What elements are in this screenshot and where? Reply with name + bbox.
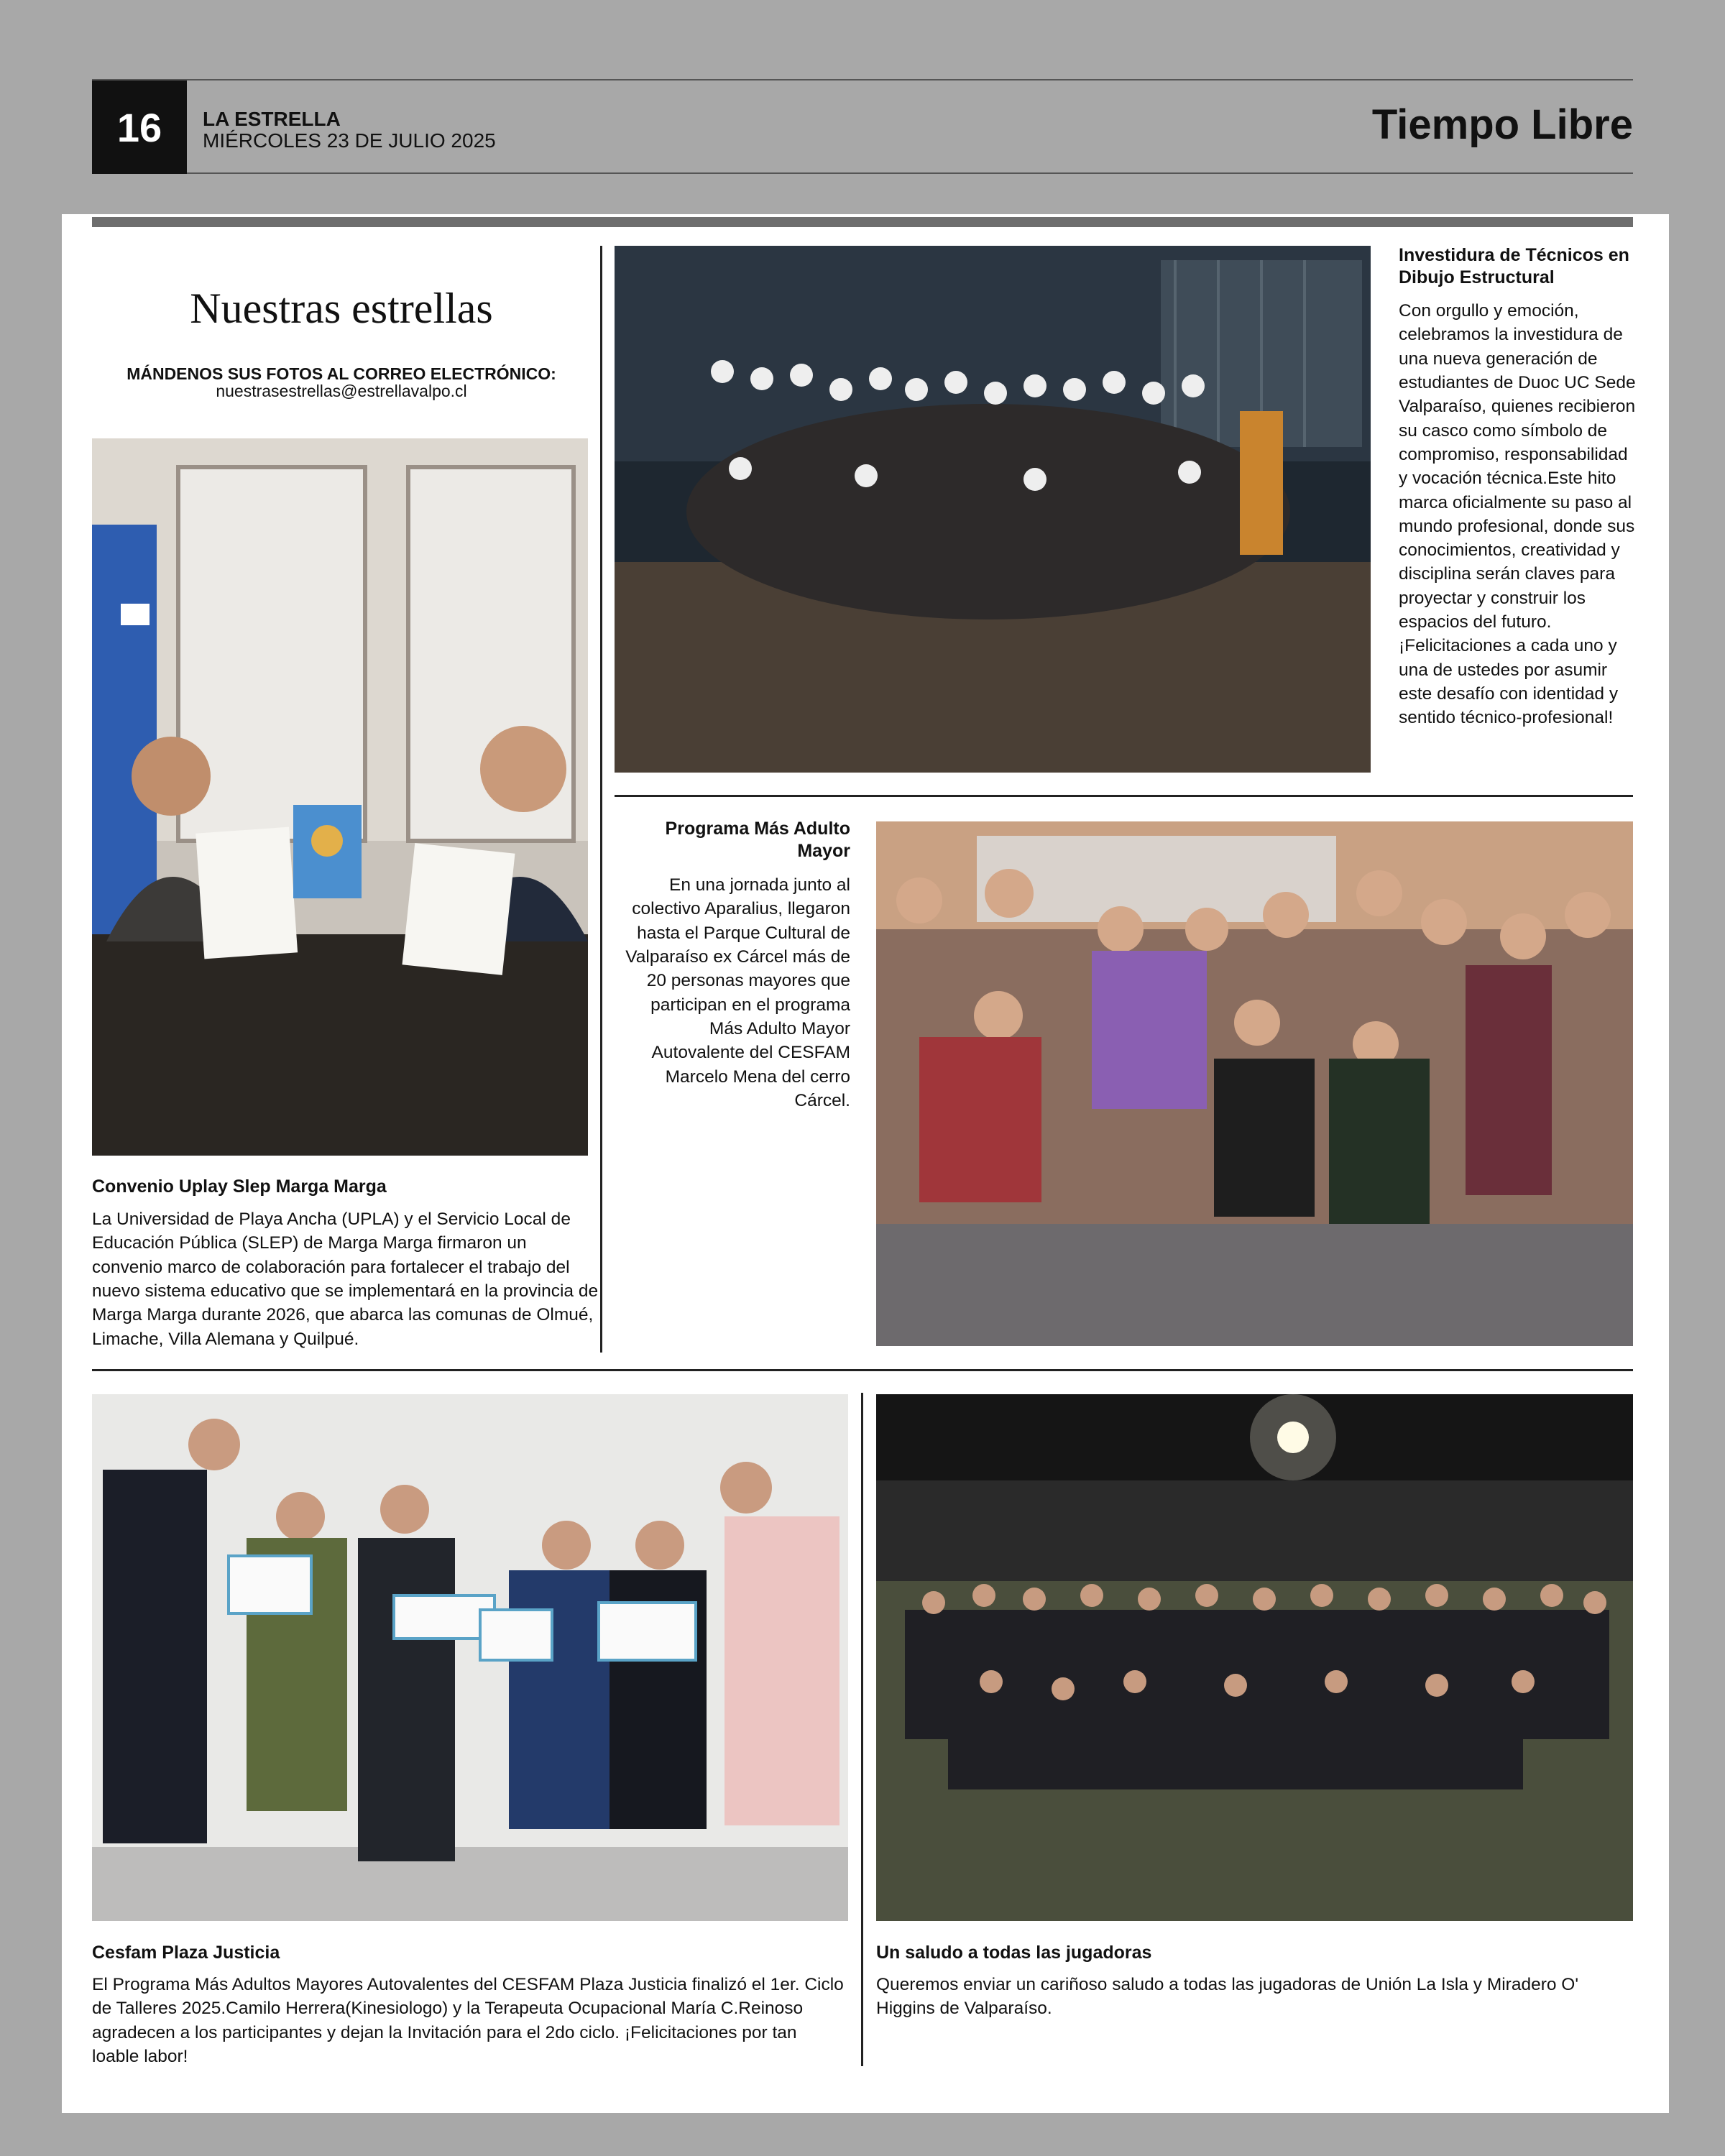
section-divider-mid (615, 795, 1633, 797)
page-number: 16 (92, 80, 187, 174)
headline-convenio: Convenio Uplay Slep Marga Marga (92, 1176, 387, 1197)
top-rule (92, 217, 1633, 227)
headline-cesfam: Cesfam Plaza Justicia (92, 1943, 280, 1963)
column-divider-left (600, 246, 602, 1353)
paper-name: LA ESTRELLA (203, 108, 341, 130)
photo-convenio (92, 438, 588, 1156)
body-convenio: La Universidad de Playa Ancha (UPLA) y el Servicio Local de Educación Pública (SLEP) de Marga Marga firmaron un convenio marco de colaboración para fortalecer el trabajo del nuevo sistema educativo que se implementará en la provincia de Marga Marga durante 2026, que abarca las comunas de Olmué, Limache, Villa Alemana y Quilpué. (92, 1210, 599, 1349)
photo-investidura (615, 246, 1371, 773)
photo-cesfam (92, 1394, 848, 1921)
photo-jugadoras (876, 1394, 1633, 1921)
photo-adulto-mayor (876, 821, 1633, 1346)
header-bottom-rule (187, 172, 1633, 174)
body-adulto-mayor: En una jornada junto al colectivo Aparalius, llegaron hasta el Parque Cultural de Valparaíso ex Cárcel más de 20 personas mayores que participan en el programa Más Adulto Mayor Autovalente del CESFAM Marcelo Mena del cerro Cárcel. (625, 875, 850, 1110)
headline-investidura: Investidura de Técnicos en Dibujo Estructural (1399, 245, 1629, 288)
body-investidura: Con orgullo y emoción, celebramos la investidura de una nueva generación de estudiantes de Duoc UC Sede Valparaíso, quienes recibieron su casco como símbolo de compromiso, responsabilidad y vocación técnica.Este hito marca oficialmente su paso al mundo profesional, donde sus conocimientos, creatividad y disciplina serán claves para proyectar y construir los espacios del futuro.¡Felicitaciones a cada uno y una de ustedes por asumir este desafío con identidad y sentido técnico-profesional! (1399, 301, 1636, 728)
body-cesfam: El Programa Más Adultos Mayores Autovalentes del CESFAM Plaza Justicia finalizó el 1er. Ciclo de Talleres 2025.Camilo Herrera(Kinesiologo) y la Terapeuta Ocupacional María C.Reinoso agradecen a los participantes y dejan la Invitación para el 2do ciclo. ¡Felicitaciones por tan loable labor! (92, 1975, 844, 2066)
send-photos-label: MÁNDENOS SUS FOTOS AL CORREO ELECTRÓNICO: (126, 364, 556, 383)
issue-date: MIÉRCOLES 23 DE JULIO 2025 (203, 129, 496, 152)
section-divider-bottom (92, 1369, 1633, 1371)
column-title: Nuestras estrellas (190, 285, 493, 332)
headline-jugadoras: Un saludo a todas las jugadoras (876, 1943, 1152, 1963)
section-title: Tiempo Libre (1371, 101, 1633, 148)
column-divider-bottom (861, 1393, 863, 2066)
headline-adulto-mayor: Programa Más Adulto Mayor (665, 819, 850, 862)
header-top-rule (92, 79, 1633, 80)
email-address: nuestrasestrellas@estrellavalpo.cl (216, 382, 467, 400)
body-jugadoras: Queremos enviar un cariñoso saludo a todas las jugadoras de Unión La Isla y Miradero O' Higgins de Valparaíso. (876, 1975, 1579, 2019)
